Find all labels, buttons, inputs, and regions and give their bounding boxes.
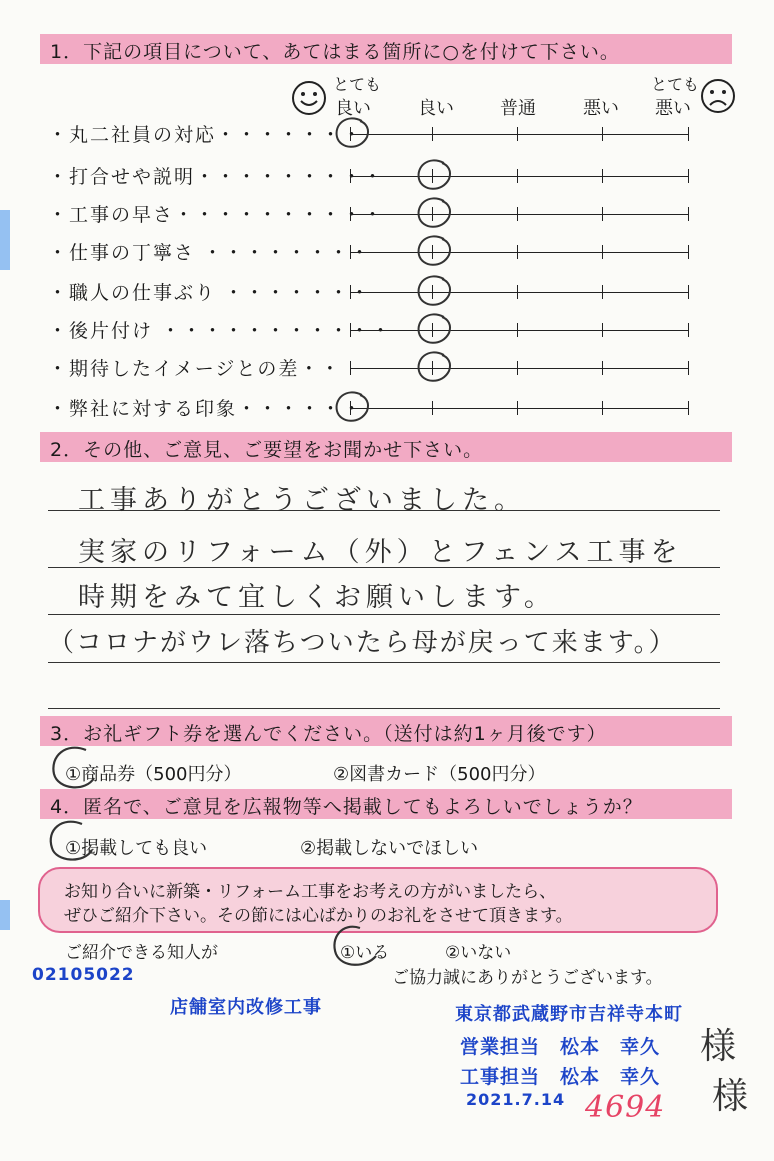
rating-tick[interactable] [350, 169, 351, 183]
rating-scale-line [350, 176, 688, 177]
section1-header [40, 34, 732, 64]
comment-line-3: 時期をみて宜しくお願いします。 [78, 582, 556, 613]
rating-tick[interactable] [602, 127, 603, 141]
rating-tick[interactable] [517, 285, 518, 299]
notice-line-1: お知り合いに新築・リフォーム工事をお考えの方がいましたら、 [64, 882, 557, 902]
rating-tick[interactable] [602, 401, 603, 415]
rating-selection-circle [332, 115, 372, 153]
rating-selection-circle [414, 195, 454, 233]
rating-tick[interactable] [432, 127, 433, 141]
referral-option-yes[interactable]: ①いる [340, 943, 390, 963]
margin-mark-top [0, 210, 10, 270]
rating-tick[interactable] [517, 323, 518, 337]
rating-tick[interactable] [517, 169, 518, 183]
comment-line-1: 工事ありがとうございました。 [78, 485, 526, 516]
comment-rule-5 [48, 708, 720, 709]
construction-rep: 工事担当 松本 幸久 [460, 1066, 661, 1088]
rating-item-label: ・職人の仕事ぶり ・・・・・・・ [48, 282, 372, 304]
rating-tick[interactable] [517, 401, 518, 415]
scale-very-good-top: とても [333, 75, 382, 94]
thanks-message: ご協力誠にありがとうございます。 [392, 968, 663, 988]
gift-option-book-card[interactable]: ②図書カード（500円分） [333, 764, 546, 785]
rating-tick[interactable] [602, 361, 603, 375]
rating-tick[interactable] [602, 207, 603, 221]
section4-header [40, 789, 732, 819]
rating-tick[interactable] [602, 169, 603, 183]
sama-mark-2: 様 [712, 1076, 749, 1117]
rating-tick[interactable] [517, 361, 518, 375]
section1-title: 1．下記の項目について、あてはまる箇所に○を付けて下さい。 [50, 41, 620, 63]
rating-tick[interactable] [517, 127, 518, 141]
scale-very-bad-top: とても [651, 75, 700, 94]
rating-tick[interactable] [517, 207, 518, 221]
rating-tick[interactable] [688, 207, 689, 221]
scale-normal: 普通 [500, 98, 536, 119]
rating-tick[interactable] [350, 285, 351, 299]
rating-item-label: ・期待したイメージとの差・・ [48, 358, 342, 380]
rating-selection-circle [414, 233, 454, 271]
rating-tick[interactable] [688, 245, 689, 259]
section4-title: 4．匿名で、ご意見を広報物等へ掲載してもよろしいでしょうか？ [50, 796, 643, 818]
publish-selection-circle [44, 818, 100, 866]
rating-tick[interactable] [688, 401, 689, 415]
rating-scale-line [350, 330, 688, 331]
gift-option-product-voucher[interactable]: ①商品券（500円分） [65, 764, 242, 785]
rating-tick[interactable] [350, 245, 351, 259]
rating-item-label: ・打合せや説明・・・・・・・・・ [48, 166, 385, 188]
company-address: 東京都武蔵野市吉祥寺本町 [455, 1004, 683, 1025]
section3-header [40, 716, 732, 746]
rating-item-label: ・丸二社員の対応・・・・・・・ [48, 124, 364, 146]
sama-mark-1: 様 [700, 1026, 737, 1067]
rating-tick[interactable] [517, 245, 518, 259]
comment-line-4: （コロナがウレ落ちついたら母が戻って来ます。） [48, 628, 677, 658]
rating-tick[interactable] [602, 245, 603, 259]
rating-scale-line [350, 214, 688, 215]
happy-face-icon [291, 80, 327, 116]
rating-scale-line [350, 368, 688, 369]
rating-scale-line [350, 408, 688, 409]
sales-rep: 営業担当 松本 幸久 [460, 1036, 661, 1058]
rating-selection-circle [414, 349, 454, 387]
section2-title: 2．その他、ご意見、ご要望をお聞かせ下さい。 [50, 439, 484, 461]
rating-tick[interactable] [688, 169, 689, 183]
publish-option-ok[interactable]: ①掲載しても良い [65, 838, 208, 859]
stamp-date: 2021.7.14 [466, 1090, 566, 1109]
rating-selection-circle [332, 389, 372, 427]
publish-option-no[interactable]: ②掲載しないでほしい [300, 838, 479, 859]
gift-selection-circle [46, 744, 100, 794]
rating-tick[interactable] [602, 285, 603, 299]
rating-scale-line [350, 134, 688, 135]
margin-mark-bottom [0, 900, 10, 930]
rating-tick[interactable] [350, 323, 351, 337]
rating-tick[interactable] [350, 207, 351, 221]
sad-face-icon [700, 78, 736, 114]
comment-rule-3 [48, 614, 720, 615]
scale-good: 良い [418, 98, 454, 119]
rating-tick[interactable] [688, 361, 689, 375]
rating-tick[interactable] [602, 323, 603, 337]
rating-item-label: ・弊社に対する印象・・・・・・ [48, 398, 364, 420]
scale-very-bad: 悪い [655, 98, 691, 119]
referral-label: ご紹介できる知人が [65, 943, 218, 963]
notice-line-2: ぜひご紹介下さい。その節には心ばかりのお礼をさせて頂きます。 [64, 906, 573, 926]
referral-option-no[interactable]: ②いない [445, 943, 512, 963]
rating-tick[interactable] [688, 323, 689, 337]
section3-title: 3．お礼ギフト券を選んでください。（送付は約1ヶ月後です） [50, 723, 607, 745]
referral-selection-circle [326, 922, 382, 974]
rating-item-label: ・後片付け ・・・・・・・・・・・ [48, 320, 393, 342]
rating-item-label: ・工事の早さ・・・・・・・・・・ [48, 204, 385, 226]
rating-selection-circle [414, 273, 454, 311]
project-name: 店舗室内改修工事 [170, 997, 322, 1018]
comment-line-2: 実家のリフォーム（外）とフェンス工事を [78, 537, 683, 568]
scale-very-good: 良い [335, 98, 371, 119]
rating-tick[interactable] [432, 401, 433, 415]
rating-scale-line [350, 292, 688, 293]
rating-tick[interactable] [350, 361, 351, 375]
section2-header [40, 432, 732, 462]
customer-code: 02105022 [32, 965, 135, 985]
rating-tick[interactable] [688, 127, 689, 141]
comment-rule-4 [48, 662, 720, 663]
rating-tick[interactable] [688, 285, 689, 299]
handwritten-number: 4694 [585, 1090, 666, 1125]
rating-selection-circle [414, 311, 454, 349]
scale-bad: 悪い [583, 98, 619, 119]
rating-item-label: ・仕事の丁寧さ ・・・・・・・・ [48, 242, 372, 264]
rating-selection-circle [414, 157, 454, 195]
rating-scale-line [350, 252, 688, 253]
